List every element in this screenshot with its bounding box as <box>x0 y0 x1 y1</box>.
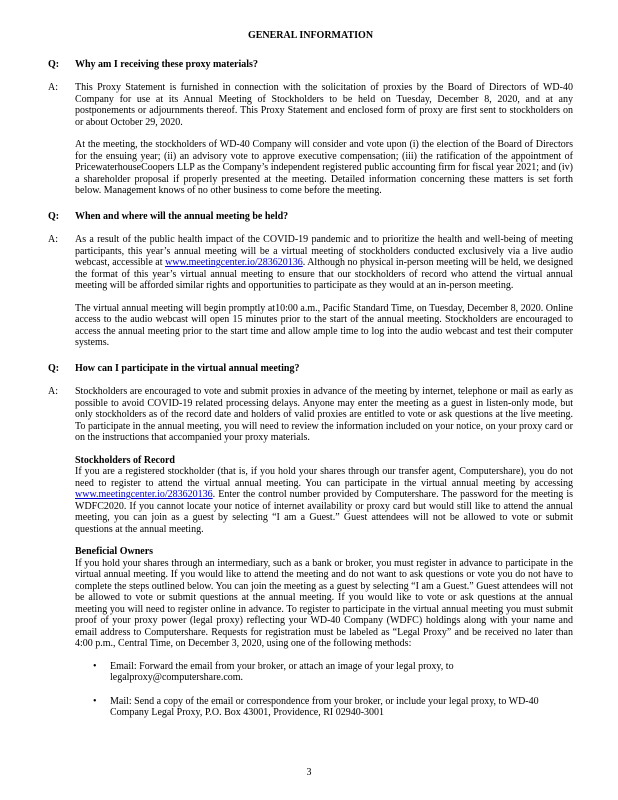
answer-row <box>48 82 573 208</box>
question-label: Q: <box>48 362 60 374</box>
stockholders-of-record-block <box>75 455 573 536</box>
subheading-stockholders-of-record: Stockholders of Record <box>75 454 175 466</box>
paragraph-text: . Although no physical in-person meeting will be held, we designed the format of this year’s virtual annual meeting to ensure that our stockholders of record who attend the virtual annual meeting will be afforded similar rights and opportunities to participate as they would at an in-person meeting. <box>75 257 573 291</box>
answer-row <box>48 234 573 360</box>
question-label: Q: <box>48 58 60 70</box>
paragraph-text: If you hold your shares through an intermediary, such as a bank or broker, you must register in advance to participate in the virtual annual meeting. If you would like to attend the meeting and do not want to ask questions or vote you do not have to complete the steps outlined below. You can join the meeting as a guest by selecting “I am a Guest.” Guest attendees will not be allowed to vote or submit questions at the annual meeting. If you would like to vote or ask questions at the annual meeting you will need to register online in advance. To register to participate in the virtual annual meeting you must submit proof of your proxy power (legal proxy) reflecting your WD-40 Company (WDFC) holdings along with your name and email address to Computershare. Requests for registration must be labeled as “Legal Proxy” and be received no later than 4:00 p.m., Central Time, on December 3, 2020, using one of the following methods: <box>75 557 573 649</box>
answer-label: A: <box>48 82 58 93</box>
question-row <box>48 59 573 71</box>
question-text: How can I participate in the virtual annual meeting? <box>75 362 300 374</box>
question-text: When and where will the annual meeting be held? <box>75 210 289 222</box>
answer-body <box>75 82 573 208</box>
paragraph-text: As a result of the public health impact of the COVID-19 pandemic and to prioritize the health and well-being of meeting participants, this year’s annual meeting will be a virtual meeting of stockholders conducted exclusively via a live audio webcast, accessible at <box>75 234 573 268</box>
question-row <box>48 363 573 375</box>
answer-body <box>75 386 573 731</box>
answer-row <box>48 386 573 731</box>
bullet-line: legalproxy@computershare.com. <box>110 672 244 683</box>
answer-label: A: <box>48 234 58 245</box>
paragraph: Stockholders are encouraged to vote and submit proxies in advance of the meeting by internet, telephone or mail as early as possible to avoid COVID-19 related processing delays. Anyone may enter the meeting as a guest in listen-only mode, but only stockholders as of the record date and holders of valid proxies are entitled to vote or ask questions at the live meeting. To participate in the annual meeting, you will need to review the information included on your notice, on your proxy card or on the instructions that accompanied your proxy materials. <box>75 386 573 443</box>
bullet-icon: • <box>93 695 97 707</box>
bullet-text: Mail: Send a copy of the email or correspondence from your broker, or include your legal proxy, to WD-40 Company Legal Proxy, P.O. Box 43001, Providence, RI 02940-3001 <box>110 695 539 718</box>
subheading-beneficial-owners: Beneficial Owners <box>75 546 154 557</box>
question-label: Q: <box>48 210 60 222</box>
paragraph: At the meeting, the stockholders of WD-40 Company will consider and vote upon (i) the election of the Board of Directors for the ensuing year; (ii) an advisory vote to approve executive compensation; (iii) the ratification of the appointment of PricewaterhouseCoopers LLP as the Company’s independent registered public accounting firm for fiscal year 2021; and (iv) a shareholder proposal if properly presented at the meeting. Detailed information concerning these matters is set forth below. Management knows of no other business to come before the meeting. <box>75 139 573 196</box>
answer-body <box>75 234 573 360</box>
meeting-center-link[interactable]: www.meetingcenter.io/283620136 <box>165 257 303 268</box>
meeting-center-link[interactable]: www.meetingcenter.io/283620136 <box>75 489 213 500</box>
bullet-line: Email: Forward the email from your broker, or attach an image of your legal proxy, to <box>110 660 454 672</box>
question-text: Why am I receiving these proxy materials? <box>75 58 258 70</box>
bullet-text <box>110 661 573 684</box>
page-title: GENERAL INFORMATION <box>247 30 374 41</box>
paragraph <box>75 234 573 292</box>
qa-section-meeting-when-where <box>48 211 573 360</box>
page-number: 3 <box>306 766 312 778</box>
beneficial-owners-block <box>75 546 573 650</box>
answer-label: A: <box>48 386 58 397</box>
list-item-mail <box>93 696 573 719</box>
question-row <box>48 211 573 223</box>
paragraph: The virtual annual meeting will begin promptly at10:00 a.m., Pacific Standard Time, on Tuesday, December 8, 2020. Online access to the audio webcast will open 15 minutes prior to the start of the annual meeting. Stockholders are encouraged to access the annual meeting prior to the start time and allow ample time to log into the audio webcast and test their computer systems. <box>75 302 573 348</box>
paragraph-text: . Enter the control number provided by Computershare. The password for the meeting is WDFC2020. If you cannot locate your notice of internet availability or proxy card but would still like to attend the annual meeting, you can join as a guest by selecting “I am a Guest.” Guest attendees will not be allowed to vote or submit questions at the annual meeting. <box>75 489 573 535</box>
qa-section-participate <box>48 363 573 731</box>
paragraph-text: If you are a registered stockholder (that is, if you hold your shares through our transfer agent, Computershare), you do not need to register to attend the virtual annual meeting. You can participate in the virtual annual meeting by accessing <box>75 466 573 489</box>
paragraph: This Proxy Statement is furnished in connection with the solicitation of proxies by the Board of Directors of WD-40 Company for use at its Annual Meeting of Stockholders to be held on Tuesday, December 8, 2020, and at any postponements or adjournments thereof. This Proxy Statement and enclosed form of proxy are first sent to stockholders on or about October 29, 2020. <box>75 82 573 128</box>
bullet-icon: • <box>93 660 97 672</box>
list-item-email <box>93 661 573 684</box>
qa-section-proxy-materials <box>48 59 573 208</box>
